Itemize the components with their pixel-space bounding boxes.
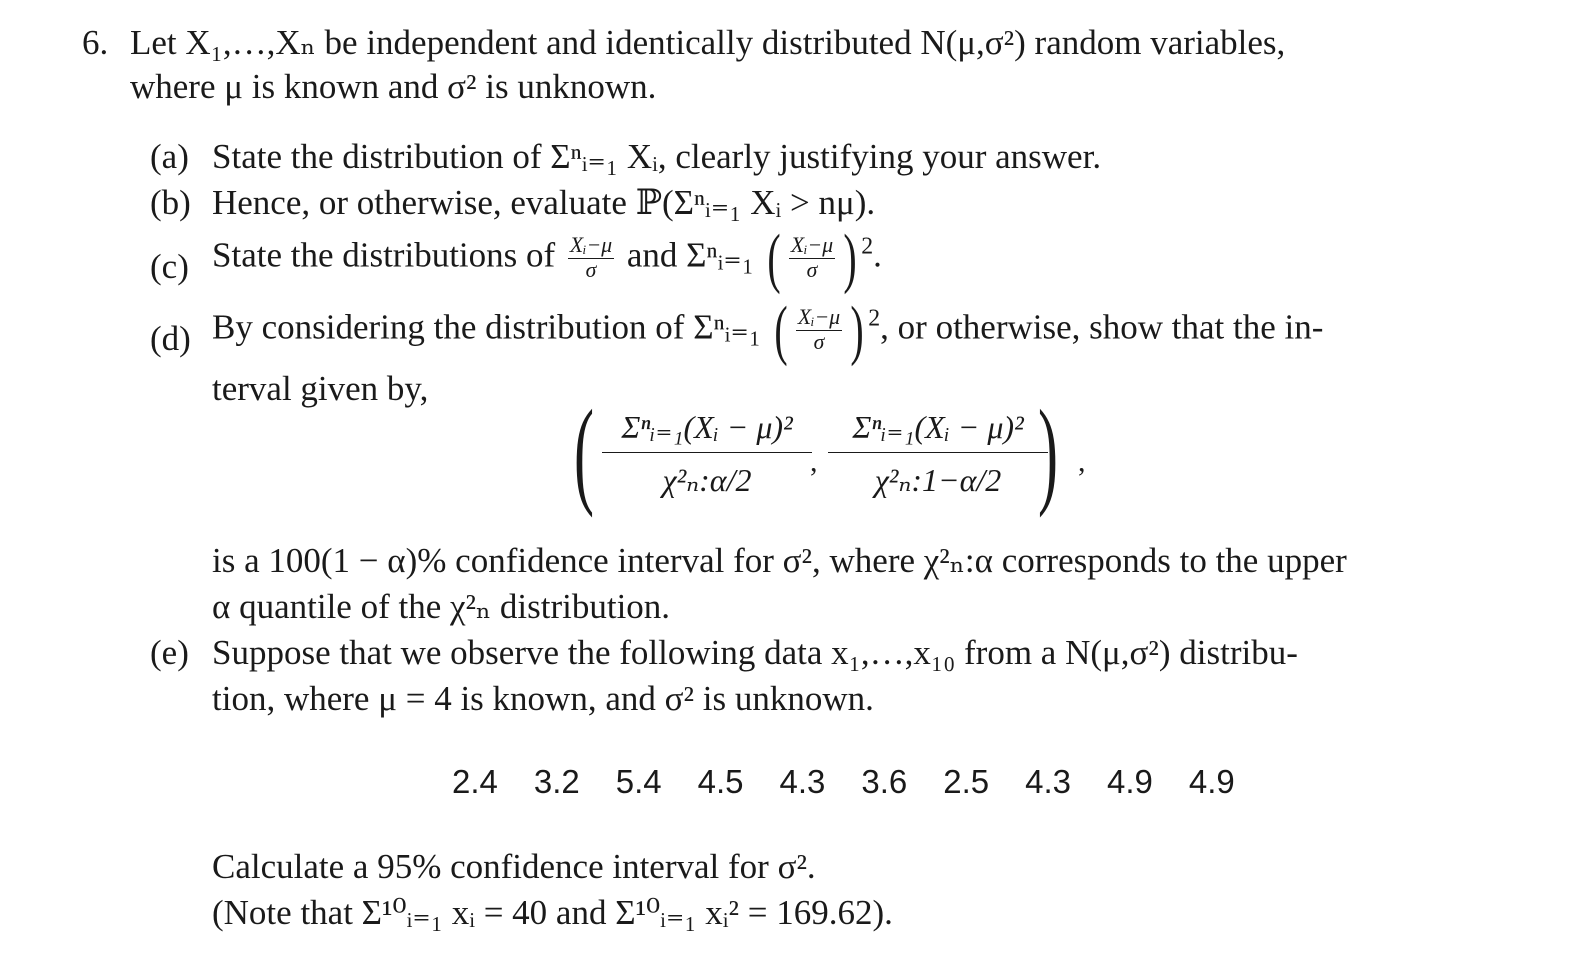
part-d-text bbox=[212, 294, 1324, 367]
question-intro-line2: where μ is known and σ² is unknown. bbox=[130, 67, 657, 106]
fraction-denominator-d: σ bbox=[813, 330, 825, 355]
standardized-fraction bbox=[568, 234, 614, 283]
interval-left-paren: ( bbox=[573, 385, 594, 518]
right-paren: ) bbox=[843, 222, 857, 295]
fraction-denominator: σ bbox=[585, 258, 597, 283]
sum-symbol: Σⁿᵢ₌₁ bbox=[686, 235, 754, 275]
interval-upper-numerator: Σⁿᵢ₌₁(Xᵢ − μ)² bbox=[852, 409, 1024, 445]
sum-symbol-d: Σⁿᵢ₌₁ bbox=[693, 307, 761, 347]
interval-trailing-comma: , bbox=[1078, 445, 1086, 478]
data-value: 4.9 bbox=[1107, 763, 1153, 800]
data-values-row bbox=[452, 762, 1271, 802]
standardized-fraction-d bbox=[796, 306, 842, 355]
interval-lower-rule bbox=[602, 452, 812, 453]
part-a-text: State the distribution of Σⁿᵢ₌₁ Xᵢ, clearly justifying your answer. bbox=[212, 137, 1102, 176]
part-a-label: (a) bbox=[150, 137, 189, 176]
data-value: 4.5 bbox=[697, 763, 744, 800]
part-c-text bbox=[212, 222, 882, 295]
part-c-text-c: . bbox=[873, 235, 882, 275]
interval-description-line1: is a 100(1 − α)% confidence interval for σ², where χ²ₙ:α corresponds to the upper bbox=[212, 541, 1347, 580]
confidence-interval-display bbox=[573, 385, 1098, 520]
data-value: 3.6 bbox=[861, 763, 908, 800]
exponent-two: 2 bbox=[861, 233, 874, 260]
fraction-numerator-2: Xᵢ−μ bbox=[790, 233, 834, 258]
data-value: 4.3 bbox=[1025, 763, 1071, 800]
exponent-two-d: 2 bbox=[868, 305, 881, 332]
data-value: 4.9 bbox=[1188, 763, 1235, 800]
part-d-line2: terval given by, bbox=[212, 369, 429, 408]
data-value: 3.2 bbox=[533, 763, 580, 800]
interval-lower-numerator: Σⁿᵢ₌₁(Xᵢ − μ)² bbox=[621, 409, 793, 445]
part-d-text-b: , or otherwise, show that the in- bbox=[880, 307, 1324, 347]
interval-upper-rule bbox=[828, 452, 1048, 453]
part-d-label: (d) bbox=[150, 319, 191, 358]
left-paren: ( bbox=[767, 222, 781, 295]
data-value: 4.3 bbox=[779, 763, 826, 800]
question-number: 6. bbox=[82, 23, 109, 62]
part-b-text: Hence, or otherwise, evaluate ℙ(Σⁿᵢ₌₁ Xᵢ > nμ). bbox=[212, 183, 876, 222]
data-value: 2.5 bbox=[943, 763, 990, 800]
right-paren-d: ) bbox=[850, 294, 864, 367]
standardized-fraction-2 bbox=[789, 234, 835, 283]
question-intro-line1: Let X₁,…,Xₙ be independent and identically distributed N(μ,σ²) random variables, bbox=[130, 23, 1286, 62]
part-c-text-a: State the distributions of bbox=[212, 235, 556, 275]
interval-right-paren: ) bbox=[1037, 385, 1058, 518]
part-d-text-a: By considering the distribution of bbox=[212, 307, 685, 347]
interval-comma: , bbox=[810, 445, 818, 478]
part-e-label: (e) bbox=[150, 633, 189, 672]
left-paren-d: ( bbox=[774, 294, 788, 367]
interval-upper-bound bbox=[828, 408, 1048, 500]
part-e-line1: Suppose that we observe the following data x₁,…,x₁₀ from a N(μ,σ²) distribu- bbox=[212, 633, 1298, 672]
fraction-numerator: Xᵢ−μ bbox=[569, 233, 613, 258]
data-value: 2.4 bbox=[452, 763, 498, 800]
part-e-line2: tion, where μ = 4 is known, and σ² is unknown. bbox=[212, 679, 874, 718]
final-line1: Calculate a 95% confidence interval for σ². bbox=[212, 847, 816, 886]
part-c-text-b: and bbox=[626, 235, 678, 275]
interval-lower-denominator: χ²ₙ:α/2 bbox=[662, 462, 752, 499]
interval-description-line2: α quantile of the χ²ₙ distribution. bbox=[212, 587, 671, 626]
final-line2: (Note that Σ¹⁰ᵢ₌₁ xᵢ = 40 and Σ¹⁰ᵢ₌₁ xᵢ² = 169.62). bbox=[212, 893, 893, 932]
part-c-label: (c) bbox=[150, 247, 189, 286]
interval-lower-bound bbox=[602, 408, 812, 500]
fraction-numerator-d: Xᵢ−μ bbox=[797, 305, 841, 330]
interval-upper-denominator: χ²ₙ:1−α/2 bbox=[874, 462, 1002, 499]
part-b-label: (b) bbox=[150, 183, 191, 222]
fraction-denominator-2: σ bbox=[806, 258, 818, 283]
data-value: 5.4 bbox=[615, 763, 662, 800]
